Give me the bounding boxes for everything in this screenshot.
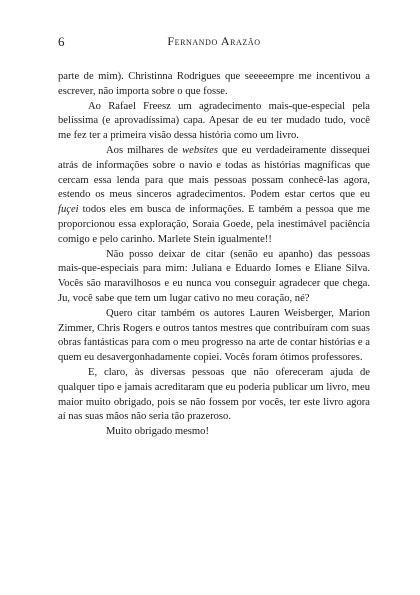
paragraph-1: parte de mim). Christinna Rodrigues que seeeeempre me incentivou a escrever, não importa sobre o que fosse. (58, 71, 370, 97)
fucei-term: fuçei (58, 204, 79, 216)
paragraph-3 (58, 144, 370, 248)
paragraph-4: Não posso deixar de citar (senão eu apanho) das pessoas mais-que-especiais para mim: Juliana e Eduardo Iomes e Eliane Silva. Vocês são maravilhosos e eu nunca vou conseguir agradecer que chega. Ju, você sabe que tem um lugar cativo no meu coração, né? (58, 248, 370, 304)
book-page (58, 34, 370, 440)
paragraph-6: E, claro, às diversas pessoas que não ofereceram ajuda de qualquer tipo e jamais acreditaram que eu poderia publicar um livro, meu maior muito obrigado, pois se não fossem por vocês, ter este livro agora aí nas suas mãos não seria tão prazeroso. (58, 366, 370, 423)
running-head-author: Fernando Arazão (167, 34, 261, 48)
paragraph-3-part-2: que eu verdadeiramente dissequei atrás de informações sobre o navio e todas as histórias magníficas que cercam essa lenda para que mais pessoas possam conhecê-las agora, estendo os meus sinceros agradecimentos. Podem estar certos que eu (58, 144, 370, 201)
body-text (58, 70, 370, 440)
paragraph-2: Ao Rafael Freesz um agradecimento mais-que-especial pela belíssima (e aprovadíssima) capa. Apesar de eu ter mudado tudo, você me fez ter a primeira visão dessa história como um livro. (58, 100, 370, 142)
page-header (58, 34, 370, 54)
page-number: 6 (58, 34, 65, 49)
paragraph-3-part-3: todos eles em busca de informações. E também a pessoa que me proporcionou essa exploração, Soraia Goede, pela inestimável paciência comigo e pelo carinho. Marlete Stein igualmente!! (58, 204, 370, 245)
paragraph-7: Muito obrigado mesmo! (106, 426, 209, 438)
paragraph-5: Quero citar também os autores Lauren Weisberger, Marion Zimmer, Chris Rogers e outros tantos mestres que contribuíram com suas obras fantásticas para com o meu progresso na arte de contar histórias e a quem eu desavergonhadamente copiei. Vocês foram ótimos professores. (58, 307, 370, 364)
paragraph-3-part-1: Aos milhares de (106, 144, 183, 156)
websites-term: websites (182, 144, 218, 156)
